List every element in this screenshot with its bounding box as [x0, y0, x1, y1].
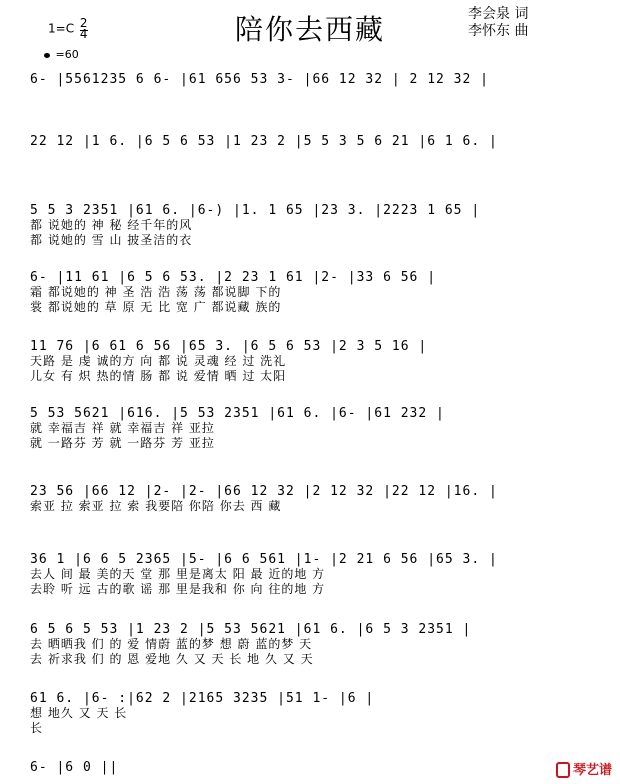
melody-line: 6- |5561235 6 6- |61 656 53 3- |66 12 32 | 2 12 32 |: [30, 72, 489, 87]
time-signature-top: 2: [79, 16, 88, 30]
credits: [468, 6, 528, 40]
score-row-4: [30, 270, 605, 315]
lyrics-verse-1: 去人 间 最 美的天 堂 那 里是离太 阳 最 近的地 方: [30, 567, 326, 581]
lyrics-verse-2: 都 说她的 雪 山 披圣洁的衣: [30, 233, 193, 247]
lyrics-verse-1: 就 幸福吉 祥 就 幸福吉 祥 亚拉: [30, 421, 215, 435]
melody-line: 5 5 3 2351 |61 6. |6-) |1. 1 65 |23 3. |2223 1 65 |: [30, 203, 481, 218]
lyrics-verse-1: 想 地久 又 天 长: [30, 706, 128, 720]
melody-line: 36 1 |6 6 5 2365 |5- |6 6 561 |1- |2 21 6 56 |65 3. |: [30, 552, 498, 567]
lyrics-verse-2: 裳 都说她的 草 原 无 比 宽 广 都说藏 族的: [30, 300, 282, 314]
lyrics-verse-2: 去 祈求我 们 的 恩 爱地 久 又 天 长 地 久 又 天: [30, 652, 314, 666]
score-row-6: [30, 406, 605, 451]
score-row-9: [30, 622, 605, 667]
quarter-note-icon: [44, 53, 50, 58]
melody-line: 6- |6 0 ||: [30, 760, 119, 775]
score-row-5: [30, 339, 605, 384]
score-row-3: [30, 203, 605, 248]
watermark: [556, 759, 612, 779]
time-signature-bottom: 4: [79, 27, 88, 41]
score-row-1: [30, 72, 605, 87]
melody-line: 6- |11 61 |6 5 6 53. |2 23 1 61 |2- |33 6 56 |: [30, 270, 437, 285]
lyrics-verse-2: 就 一路芬 芳 就 一路芬 芳 亚拉: [30, 436, 215, 450]
score-row-11: [30, 760, 605, 775]
lyrics-verse-1: 都 说她的 神 秘 经千年的风: [30, 218, 193, 232]
lyrics-verse-2: 儿女 有 炽 热的情 肠 都 说 爱情 晒 过 太阳: [30, 369, 287, 383]
tempo-value: =60: [55, 48, 79, 61]
melody-line: 61 6. |6- :|62 2 |2165 3235 |51 1- |6 |: [30, 691, 375, 706]
melody-line: 23 56 |66 12 |2- |2- |66 12 32 |2 12 32 |22 12 |16. |: [30, 484, 498, 499]
melody-line: 6 5 6 5 53 |1 23 2 |5 53 5621 |61 6. |6 5 3 2351 |: [30, 622, 472, 637]
score-row-7: [30, 484, 605, 514]
lyrics-verse-1: 索亚 拉 索亚 拉 索 我要陪 你陪 你去 西 藏: [30, 499, 282, 513]
composer-credit: 李怀东 曲: [468, 23, 529, 39]
score-row-8: [30, 552, 605, 597]
melody-line: 5 53 5621 |616. |5 53 2351 |61 6. |6- |61 232 |: [30, 406, 445, 421]
key-label: 1=C: [48, 21, 75, 36]
lyrics-verse-2: 去聆 听 远 古的歌 谣 那 里是我和 你 向 往的地 方: [30, 582, 326, 596]
lyrics-verse-1: 去 晒晒我 们 的 爱 情蔚 蓝的梦 想 蔚 蓝的梦 天: [30, 637, 313, 651]
time-signature: [80, 18, 88, 40]
logo-icon: [556, 762, 570, 778]
lyricist-credit: 李会泉 词: [468, 6, 529, 22]
key-signature: [48, 18, 88, 40]
watermark-text: 琴艺谱: [572, 762, 612, 778]
lyrics-verse-2: 长: [30, 721, 44, 735]
song-title: 陪你去西藏: [234, 13, 385, 46]
lyrics-verse-1: 霜 都说她的 神 圣 浩 浩 荡 荡 都说脚 下的: [30, 285, 282, 299]
melody-line: 11 76 |6 61 6 56 |65 3. |6 5 6 53 |2 3 5 16 |: [30, 339, 428, 354]
lyrics-verse-1: 天路 是 虔 诚的方 向 都 说 灵魂 经 过 洗礼: [30, 354, 287, 368]
score-row-10: [30, 691, 605, 736]
melody-line: 22 12 |1 6. |6 5 6 53 |1 23 2 |5 5 3 5 6 21 |6 1 6. |: [30, 134, 498, 149]
tempo-marking: [44, 48, 79, 61]
score-row-2: [30, 134, 605, 149]
